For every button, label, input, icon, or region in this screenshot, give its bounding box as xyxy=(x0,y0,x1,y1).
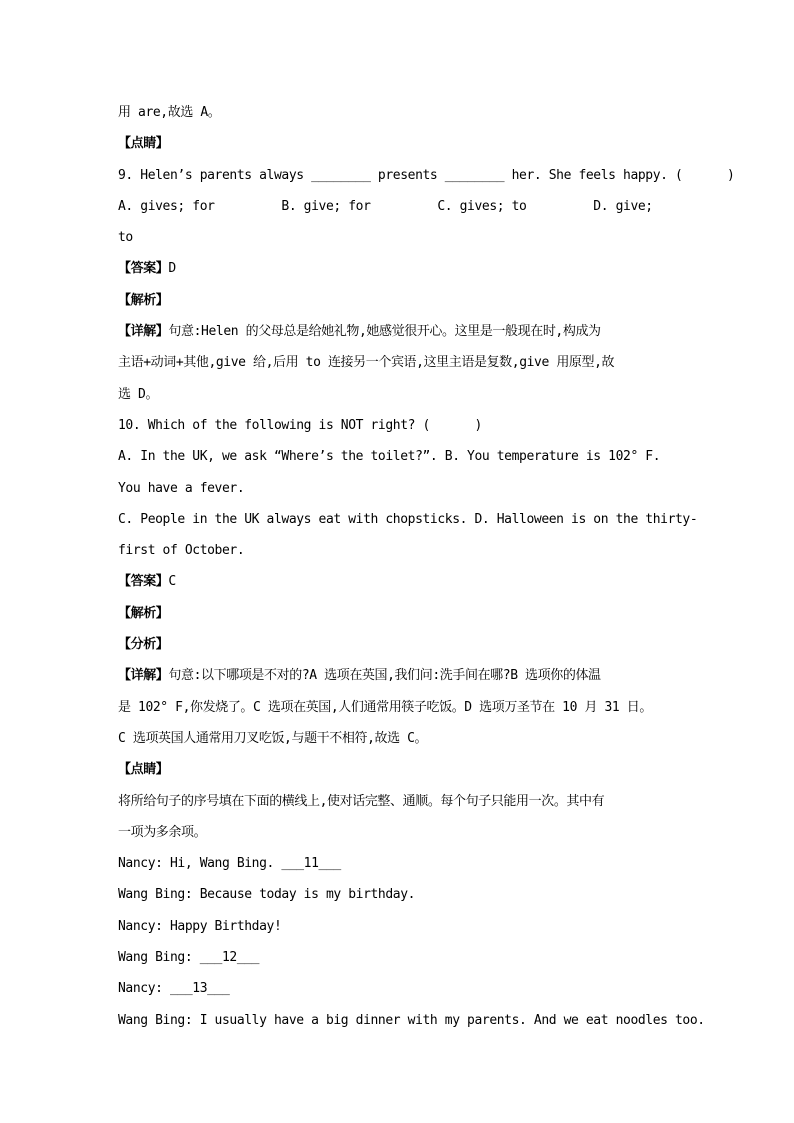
line-text: Wang Bing: I usually have a big dinner with my parents. And we eat noodles too. xyxy=(118,1012,705,1028)
marker-label: 【点睛】 xyxy=(118,136,169,152)
text-line xyxy=(118,692,714,723)
line-text: 选 D。 xyxy=(118,386,159,402)
text-line xyxy=(118,723,714,754)
marker-label: 【分析】 xyxy=(118,637,169,653)
line-text: 用 are,故选 A。 xyxy=(118,105,221,120)
marker-label: 【答案】 xyxy=(118,261,169,277)
text-line xyxy=(118,973,714,1004)
text-line xyxy=(118,504,714,535)
text-line xyxy=(118,848,714,879)
text-line xyxy=(118,97,714,128)
text-line xyxy=(118,222,714,253)
marker-label: 【解析】 xyxy=(118,292,169,308)
line-text: 句意:Helen 的父母总是给她礼物,她感觉很开心。这里是一般现在时,构成为 xyxy=(168,324,601,340)
marker-label: 【答案】 xyxy=(118,574,169,590)
text-line xyxy=(118,911,714,942)
line-text: C. People in the UK always eat with chopsticks. D. Halloween is on the thirty- xyxy=(118,511,698,527)
line-text: Nancy: Hi, Wang Bing. ___11___ xyxy=(118,856,341,872)
text-line xyxy=(118,347,714,378)
line-text: 是 102° F,你发烧了。C 选项在英国,人们通常用筷子吃饭。D 选项万圣节在 10 月 31 日。 xyxy=(118,699,652,715)
line-text: 将所给句子的序号填在下面的横线上,使对话完整、通顺。每个句子只能用一次。其中有 xyxy=(118,793,605,809)
line-text: first of October. xyxy=(118,543,245,559)
text-line xyxy=(118,410,714,441)
line-text: D xyxy=(168,261,176,277)
text-line xyxy=(118,535,714,566)
text-line xyxy=(118,316,714,347)
line-text: 句意:以下哪项是不对的?A 选项在英国,我们问:洗手间在哪?B 选项你的体温 xyxy=(168,668,601,684)
marker-label: 【详解】 xyxy=(118,324,169,340)
text-line xyxy=(118,441,714,472)
text-line xyxy=(118,754,714,785)
line-text: C xyxy=(168,574,176,590)
text-line xyxy=(118,285,714,316)
marker-label: 【点睛】 xyxy=(118,762,169,778)
text-line xyxy=(118,160,735,191)
line-text: 一项为多余项。 xyxy=(118,824,207,840)
text-line xyxy=(118,598,714,629)
text-line xyxy=(118,191,714,222)
text-line xyxy=(118,879,714,910)
line-text: A. In the UK, we ask “Where’s the toilet?”. B. You temperature is 102° F. xyxy=(118,449,661,465)
text-line xyxy=(118,942,714,973)
text-line xyxy=(118,253,714,284)
text-line xyxy=(118,629,714,660)
text-line xyxy=(118,379,714,410)
line-text: Wang Bing: Because today is my birthday. xyxy=(118,887,416,903)
text-line xyxy=(118,128,714,159)
line-text: You have a fever. xyxy=(118,480,245,496)
line-text: 主语+动词+其他,give 给,后用 to 连接另一个宾语,这里主语是复数,give 用原型,故 xyxy=(118,355,615,371)
marker-label: 【详解】 xyxy=(118,668,169,684)
line-text: Nancy: ___13___ xyxy=(118,981,230,997)
text-line xyxy=(118,817,714,848)
text-line xyxy=(118,473,714,504)
text-line xyxy=(118,566,714,597)
line-text: to xyxy=(118,230,133,246)
line-text: 9. Helen’s parents always ________ presents ________ her. She feels happy. ( ) xyxy=(118,167,735,183)
line-text: Wang Bing: ___12___ xyxy=(118,950,260,966)
text-line xyxy=(118,1005,714,1036)
line-text: Nancy: Happy Birthday! xyxy=(118,918,282,934)
text-line xyxy=(118,786,714,817)
marker-label: 【解析】 xyxy=(118,605,169,621)
line-text: C 选项英国人通常用刀叉吃饭,与题干不相符,故选 C。 xyxy=(118,730,428,746)
line-text: A. gives; for B. give; for C. gives; to D. give; xyxy=(118,198,653,214)
text-line xyxy=(118,660,714,691)
line-text: 10. Which of the following is NOT right? ( ) xyxy=(118,417,482,433)
